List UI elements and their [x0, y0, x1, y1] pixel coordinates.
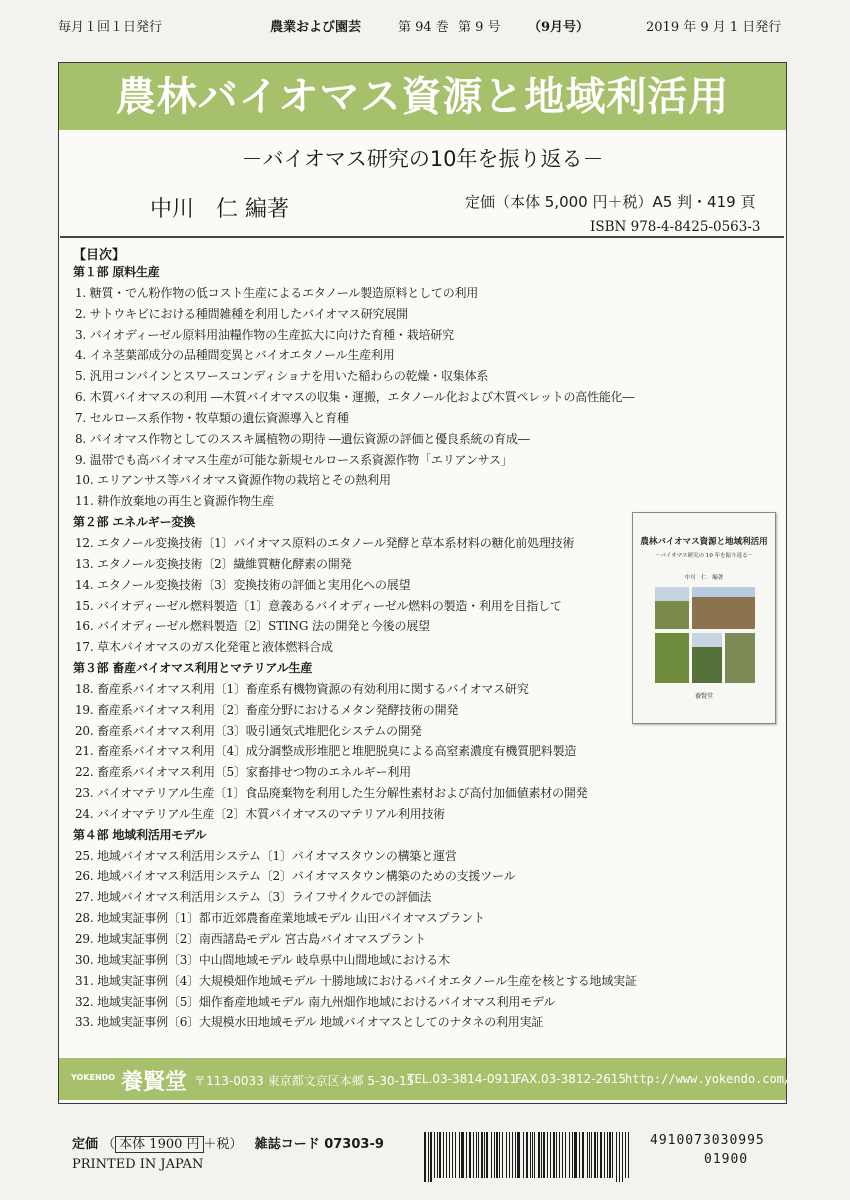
barcode-bar [569, 1132, 570, 1178]
volume-number: 第 94 巻 [398, 20, 449, 35]
barcode-bar [515, 1132, 516, 1178]
magazine-name: 農業および園芸 [270, 20, 362, 35]
barcode-bar [547, 1132, 548, 1178]
barcode-bar [491, 1132, 492, 1178]
toc-item: 21. 畜産系バイオマス利用〔4〕成分調整成形堆肥と堆肥脱臭による高窒素濃度有機質肥料製造 [75, 744, 577, 759]
toc-item: 2. サトウキビにおける種間雑種を利用したバイオマス研究展開 [75, 306, 408, 321]
toc-part-title: 第２部 エネルギー変換 [73, 515, 195, 530]
book-author: 中川 仁 編著 [150, 197, 289, 222]
barcode-bar [556, 1132, 557, 1178]
barcode-bar [550, 1132, 551, 1178]
barcode-bar [494, 1132, 495, 1178]
toc-part-title: 第３部 畜産バイオマス利用とマテリアル生産 [73, 661, 313, 676]
barcode-number: 4910073030995 [650, 1133, 765, 1148]
barcode-bar [612, 1132, 613, 1178]
toc-item: 12. エタノール変換技術〔1〕バイオマス原料のエタノール発酵と草本系材料の糖化前処理技術 [75, 535, 575, 550]
barcode-bar [430, 1132, 432, 1182]
barcode-bar [428, 1132, 429, 1182]
barcode-bar [466, 1132, 467, 1178]
publisher-address: 〒113-0033 東京都文京区本郷 5-30-15 [194, 1074, 415, 1088]
barcode-bar [526, 1132, 528, 1178]
publisher-logo: 養賢堂 [121, 1069, 188, 1095]
barcode-bar [478, 1132, 479, 1178]
barcode-bar [437, 1132, 438, 1178]
barcode-bar [628, 1132, 629, 1178]
toc-item: 13. エタノール変換技術〔2〕繊維質糖化酵素の開発 [75, 556, 352, 571]
barcode-bar [572, 1132, 573, 1178]
toc-item: 16. バイオディーゼル燃料製造〔2〕STING 法の開発と今後の展望 [75, 619, 430, 634]
publisher-logo-latin: YOKENDO [71, 1073, 116, 1082]
barcode-bar [541, 1132, 542, 1178]
book-title: 農林バイオマス資源と地域利活用 [59, 63, 786, 130]
toc-item: 24. バイオマテリアル生産〔2〕木質バイオマスのマテリアル利用技術 [75, 806, 446, 821]
barcode-bar [509, 1132, 510, 1178]
masthead [58, 10, 788, 44]
book-cover-thumbnail [632, 512, 776, 724]
book-subtitle: －バイオマス研究の10年を振り返る－ [241, 147, 604, 171]
toc-item: 17. 草木バイオマスのガス化発電と液体燃料合成 [75, 640, 333, 655]
barcode-bar [523, 1132, 524, 1178]
barcode [422, 1132, 634, 1182]
barcode-bar [461, 1132, 464, 1178]
toc-item: 6. 木質バイオマスの利用 ―木質バイオマスの収集・運搬，エタノール化および木質ペレットの高性能化― [75, 390, 635, 405]
book-price: 定価（本体 5,000 円＋税）A5 判・419 頁 [465, 193, 756, 211]
barcode-bar [455, 1132, 456, 1178]
publisher-url[interactable]: http://www.yokendo.com/ [625, 1072, 792, 1086]
toc-item: 4. イネ茎葉部成分の品種間変異とバイオエタノール生産利用 [75, 348, 395, 363]
toc-item: 7. セルロース系作物・牧草類の遺伝資源導入と育種 [75, 410, 349, 425]
toc-item: 29. 地域実証事例〔2〕南西諸島モデル 宮古島バイオマスプラント [75, 932, 426, 946]
toc-item: 22. 畜産系バイオマス利用〔5〕家畜排せつ物のエネルギー利用 [75, 765, 411, 780]
cover-photo-sky-3 [692, 633, 722, 647]
toc-item: 23. バイオマテリアル生産〔1〕食品廃棄物を利用した生分解性素材および高付加価値素材の開発 [75, 786, 588, 801]
table-of-contents [73, 262, 653, 1033]
barcode-bar [502, 1132, 503, 1178]
toc-item: 31. 地域実証事例〔4〕大規模畑作地域モデル 十勝地域におけるバイオエタノール生産を核とする地域実証 [75, 973, 637, 988]
barcode-bar [538, 1132, 540, 1178]
toc-item: 28. 地域実証事例〔1〕都市近郊農畜産業地域モデル 山田バイオマスプラント [75, 911, 485, 926]
cover-photo-collage [655, 587, 755, 687]
printed-in-japan: PRINTED IN JAPAN [72, 1157, 204, 1172]
toc-item: 1. 糖質・でん粉作物の低コスト生産によるエタノール製造原料としての利用 [75, 285, 479, 300]
cover-publisher: 養賢堂 [694, 693, 713, 700]
barcode-bar [469, 1132, 471, 1178]
publisher-tel: TEL.03-3814-0911 [407, 1072, 518, 1086]
barcode-bar [565, 1132, 566, 1178]
barcode-bar [597, 1132, 598, 1178]
cover-photo-sky [655, 587, 689, 601]
price-value: 本体 1900 円 [115, 1136, 203, 1153]
barcode-bar [446, 1132, 447, 1178]
barcode-bar [443, 1132, 444, 1178]
barcode-bar [622, 1132, 623, 1182]
barcode-bar [607, 1132, 608, 1178]
barcode-bar [486, 1132, 488, 1178]
toc-item: 27. 地域バイオマス利活用システム〔3〕ライフサイクルでの評価法 [75, 890, 432, 905]
barcode-bar [604, 1132, 605, 1178]
barcode-bar [512, 1132, 513, 1178]
barcode-bar [476, 1132, 477, 1178]
barcode-sub-number: 01900 [704, 1152, 749, 1167]
barcode-bar [481, 1132, 483, 1178]
toc-item: 3. バイオディーゼル原料用油糧作物の生産拡大に向けた育種・栽培研究 [75, 327, 454, 342]
barcode-bar [439, 1132, 441, 1178]
barcode-bar [574, 1132, 577, 1178]
toc-item: 26. 地域バイオマス利活用システム〔2〕バイオマスタウン構築のための支援ツール [75, 869, 516, 884]
barcode-bar [582, 1132, 584, 1178]
cover-subtitle: －バイオマス研究の 10 年を振り返る－ [654, 553, 754, 559]
publish-date: 2019 年 9 月 1 日発行 [646, 20, 782, 35]
cover-photo-crop [655, 633, 689, 683]
barcode-bar [424, 1132, 426, 1182]
barcode-bar [543, 1132, 545, 1178]
toc-item: 8. バイオマス作物としてのススキ属植物の期待 ―遺伝資源の評価と優良系統の育成― [75, 431, 530, 446]
barcode-bar [594, 1132, 596, 1178]
issue-month: （9月号） [528, 20, 590, 35]
divider [60, 236, 784, 238]
toc-item: 19. 畜産系バイオマス利用〔2〕畜産分野におけるメタン発酵技術の開発 [75, 702, 459, 717]
barcode-bar [553, 1132, 555, 1178]
price-label: 定価 [72, 1137, 99, 1152]
barcode-bar [562, 1132, 563, 1178]
barcode-bar [579, 1132, 580, 1178]
toc-item: 15. バイオディーゼル燃料製造〔1〕意義あるバイオディーゼル燃料の製造・利用を目指して [75, 598, 562, 613]
book-isbn: ISBN 978-4-8425-0563-3 [590, 219, 761, 235]
barcode-bar [616, 1132, 617, 1182]
cover-photo-tall-grass [725, 633, 755, 683]
price-tax: ＋税） [203, 1137, 243, 1152]
toc-item: 10. エリアンサス等バイオマス資源作物の栽培とその熱利用 [75, 473, 391, 488]
barcode-bar [589, 1132, 590, 1178]
toc-item: 30. 地域実証事例〔3〕中山間地域モデル 岐阜県中山間地域における木 [75, 952, 450, 967]
issue-number: 第 9 号 [458, 20, 501, 35]
publisher-footer [59, 1058, 792, 1100]
toc-item: 5. 汎用コンバインとスワースコンディショナを用いた稲わらの乾燥・収集体系 [75, 369, 489, 384]
barcode-bar [473, 1132, 474, 1178]
magazine-price-line [72, 1133, 384, 1152]
barcode-bar [609, 1132, 611, 1178]
barcode-bar [559, 1132, 560, 1178]
toc-part-title: 第１部 原料生産 [73, 265, 160, 279]
barcode-bar [452, 1132, 453, 1178]
toc-item: 33. 地域実証事例〔6〕大規模水田地域モデル 地域バイオマスとしてのナタネの利用実証 [75, 1015, 544, 1030]
barcode-bar [591, 1132, 592, 1178]
barcode-bar [534, 1132, 535, 1178]
toc-heading: 【目次】 [73, 248, 126, 263]
toc-item: 18. 畜産系バイオマス利用〔1〕畜産系有機物資源の有効利用に関するバイオマス研究 [75, 681, 529, 696]
barcode-bar [459, 1132, 460, 1178]
barcode-bar [619, 1132, 620, 1182]
barcode-bar [434, 1132, 435, 1178]
toc-item: 20. 畜産系バイオマス利用〔3〕吸引通気式堆肥化システムの開発 [75, 723, 422, 738]
barcode-bar [532, 1132, 533, 1178]
toc-item: 14. エタノール変換技術〔3〕変換技術の評価と実用化への展望 [75, 577, 411, 592]
magazine-code: 雑誌コード 07303-9 [254, 1137, 384, 1152]
cover-title: 農林バイオマス資源と地域利活用 [640, 537, 768, 547]
barcode-bar [506, 1132, 507, 1178]
toc-item: 25. 地域バイオマス利活用システム〔1〕バイオマスタウンの構築と運営 [75, 848, 457, 863]
toc-item: 9. 温帯でも高バイオマス生産が可能な新規セルロース系資源作物「エリアンサス」 [75, 452, 513, 467]
barcode-bar [517, 1132, 520, 1178]
barcode-bar [625, 1132, 626, 1178]
barcode-bar [496, 1132, 498, 1178]
barcode-bar [449, 1132, 450, 1178]
barcode-bar [499, 1132, 500, 1178]
issue-frequency: 毎月１回１日発行 [58, 20, 163, 35]
toc-item: 32. 地域実証事例〔5〕畑作畜産地域モデル 南九州畑作地域におけるバイオマス利用モデル [75, 994, 555, 1009]
publisher-fax: FAX.03-3812-2615 [515, 1072, 627, 1086]
toc-item: 11. 耕作放棄地の再生と資源作物生産 [75, 494, 275, 509]
barcode-bar [600, 1132, 602, 1178]
barcode-bar [484, 1132, 485, 1178]
barcode-bar [587, 1132, 588, 1178]
toc-part-title: 第４部 地域利活用モデル [73, 827, 207, 842]
cover-author: 中川 仁 編著 [684, 575, 724, 581]
barcode-bar [530, 1132, 531, 1178]
cover-photo-sky-2 [692, 587, 755, 597]
price-paren: （ [102, 1137, 116, 1152]
